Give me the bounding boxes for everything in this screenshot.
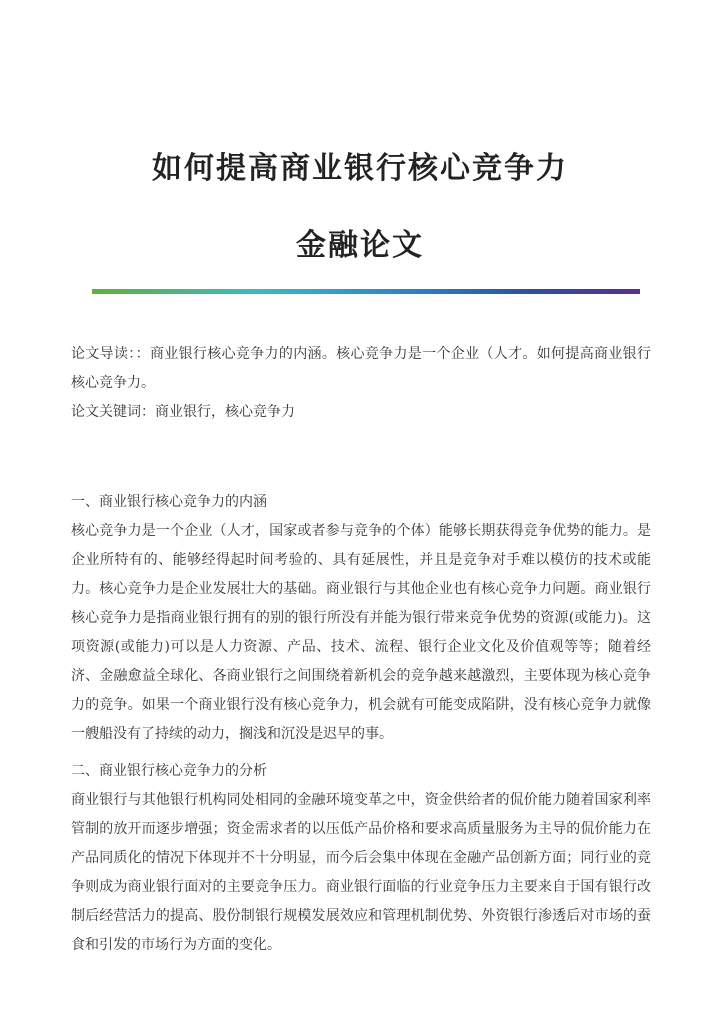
keywords-text: 商业银行，核心竞争力 xyxy=(155,404,295,420)
keywords xyxy=(71,398,651,427)
document-subtitle: 金融论文 xyxy=(296,228,424,263)
abstract xyxy=(71,340,651,398)
abstract-label: 论文导读： xyxy=(71,346,136,362)
section-body-2: 商业银行与其他银行机构同处相同的金融环境变革之中，资金供给者的侃价能力随着国家利率管制的放开而逐步增强；资金需求者的以压低产品价格和要求高质量服务为主导的侃价能力在产品同质化的情况下体现并不十分明显，而今后会集中体现在金融产品创新方面；同行业的竞争则成为商业银行面对的主要竞争压力。商业银行面临的行业竞争压力主要来自于国有银行改制后经营活力的提高、股份制银行规模发展效应和管理机制优势、外资银行渗透后对市场的蚕食和引发的市场行为方面的变化。 xyxy=(71,792,651,953)
keywords-label: 论文关键词： xyxy=(71,404,155,420)
document-title: 如何提高商业银行核心竞争力 xyxy=(152,151,568,186)
document-body xyxy=(71,340,651,968)
abstract-text: ：商业银行核心竞争力的内涵。核心竞争力是一个企业（人才。如何提高商业银行核心竞争力。 xyxy=(71,346,651,391)
section-body-1: 核心竞争力是一个企业（人才，国家或者参与竞争的个体）能够长期获得竞争优势的能力。是企业所特有的、能够经得起时间考验的、具有延展性，并且是竞争对手难以模仿的技术或能力。核心竞争力是企业发展壮大的基础。商业银行与其他企业也有核心竞争力问题。商业银行核心竞争力是指商业银行拥有的别的银行所没有并能为银行带来竞争优势的资源(或能力)。这项资源(或能力)可以是人力资源、产品、技术、流程、银行企业文化及价值观等等；随着经济、金融愈益全球化、各商业银行之间围绕着新机会的竞争越来越激烈，主要体现为核心竞争力的竞争。如果一个商业银行没有核心竞争力，机会就有可能变成陷阱，没有核心竞争力就像一艘船没有了持续的动力，搁浅和沉没是迟早的事。 xyxy=(71,523,651,742)
section-heading-2: 二、商业银行核心竞争力的分析 xyxy=(71,763,267,779)
gradient-divider xyxy=(92,289,640,294)
section-heading-1: 一、商业银行核心竞争力的内涵 xyxy=(71,494,267,510)
